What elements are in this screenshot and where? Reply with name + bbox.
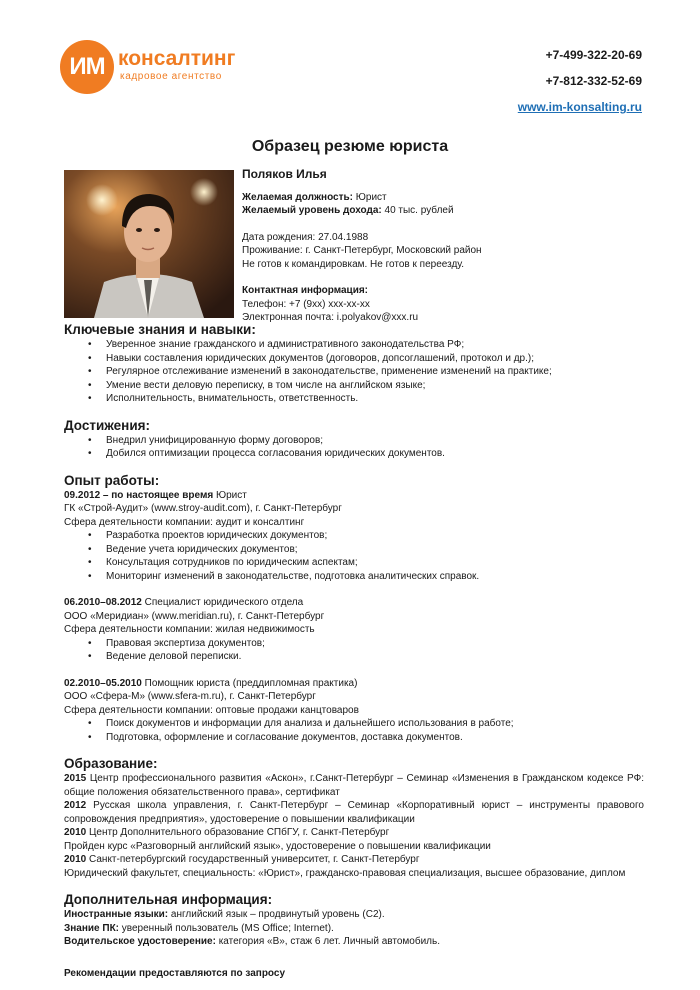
achievements-list <box>64 434 644 461</box>
job-sphere: Сфера деятельности компании: жилая недвижимость <box>64 624 315 635</box>
company-logo <box>60 40 260 94</box>
job-sphere: Сфера деятельности компании: аудит и консалтинг <box>64 516 305 528</box>
list-item: • Подготовка, оформление и согласование документов, доставка документов. <box>64 731 644 745</box>
job-2: 06.2010–08.2012 Специалист юридического отдела ООО «Меридиан» (www.meridian.ru), г. Санкт-Петербург Сфера деятельности компании: жилая недвижимость • Правовая экспертиза документов; • Ведение деловой переписки. <box>64 596 644 664</box>
birth-date: Дата рождения: 27.04.1988 <box>242 231 369 243</box>
list-item: • Уверенное знание гражданского и административного законодательства РФ; <box>64 338 644 352</box>
phone-1: +7-499-322-20-69 <box>545 48 642 62</box>
list-item: • Умение вести деловую переписку, в том числе на английском языке; <box>64 379 644 393</box>
list-item: • Поиск документов и информации для анализа и дальнейшего использования в работе; <box>64 717 644 731</box>
job-1: 09.2012 – по настоящее время Юрист ГК «Строй-Аудит» (www.stroy-audit.com), г. Санкт-Петербург Сфера деятельности компании: аудит и консалтинг • Разработка проектов юридических документов; • Ведение учета юридических документов; • Консультация сотрудников по юридическим аспектам; • Мониторинг изменений в законодательстве, подготовка аналитических справок. <box>64 489 644 584</box>
education-heading: Образование: <box>64 756 158 771</box>
travel-note: Не готов к командировкам. Не готов к переезду. <box>242 258 465 270</box>
list-item: • Исполнительность, внимательность, ответственность. <box>64 392 644 406</box>
list-item: • Консультация сотрудников по юридическим аспектам; <box>64 556 644 570</box>
phone-2: +7-812-332-52-69 <box>545 74 642 88</box>
education-entry: 2012 Русская школа управления, г. Санкт-Петербург – Семинар «Корпоративный юрист – инструменты правового сопровождения предприятия», удостоверение о повышении квалификации <box>64 800 644 825</box>
contact-heading: Контактная информация: <box>242 285 369 296</box>
list-item: • Добился оптимизации процесса согласования юридических документов. <box>64 447 644 461</box>
candidate-photo <box>64 170 234 318</box>
residence: Проживание: г. Санкт-Петербург, Московский район <box>242 245 482 256</box>
list-item: • Внедрил унифицированную форму договоров; <box>64 434 644 448</box>
list-item: • Ведение деловой переписки. <box>64 650 644 664</box>
education-entry: 2010 Центр Дополнительного образование СПбГУ, г. Санкт-Петербург <box>64 827 390 838</box>
languages: Иностранные языки: английский язык – продвинутый уровень (С2). <box>64 909 385 920</box>
skills-list <box>64 338 644 406</box>
job-company: ООО «Сфера-М» (www.sfera-m.ru), г. Санкт-Петербург <box>64 691 316 702</box>
job-sphere: Сфера деятельности компании: оптовые продажи канцтоваров <box>64 704 359 716</box>
list-item: • Правовая экспертиза документов; <box>64 637 644 651</box>
site-link[interactable]: www.im-konsalting.ru <box>517 100 642 114</box>
driver-license: Водительское удостоверение: категория «В», стаж 6 лет. Личный автомобиль. <box>64 936 440 947</box>
skills-heading: Ключевые знания и навыки: <box>64 322 256 337</box>
logo-name: консалтинг <box>118 47 236 70</box>
education-entry: 2010 Санкт-петербургский государственный университет, г. Санкт-Петербург <box>64 854 420 865</box>
job-company: ГК «Строй-Аудит» (www.stroy-audit.com), г. Санкт-Петербург <box>64 503 342 514</box>
list-item: • Регулярное отслеживание изменений в законодательстве, применение изменений на практике; <box>64 365 644 379</box>
list-item: • Разработка проектов юридических документов; <box>64 529 644 543</box>
page-title: Образец резюме юриста <box>251 138 449 155</box>
desired-income: Желаемый уровень дохода: 40 тыс. рублей <box>242 205 454 216</box>
desired-position: Желаемая должность: Юрист <box>242 191 387 203</box>
pc-skills: Знание ПК: уверенный пользователь (MS Office; Internet). <box>64 922 334 934</box>
contact-email: Электронная почта: i.polyakov@xxx.ru <box>242 312 419 323</box>
logo-circle-icon: ИМ <box>60 40 114 94</box>
logo-subtitle: кадровое агентство <box>120 71 222 82</box>
footer-note: Рекомендации предоставляются по запросу <box>64 967 286 979</box>
job-3: 02.2010–05.2010 Помощник юриста (преддипломная практика) ООО «Сфера-М» (www.sfera-m.ru), г. Санкт-Петербург Сфера деятельности компании: оптовые продажи канцтоваров • Поиск документов и информации для анализа и дальнейшего использования в работе; • Подготовка, оформление и согласование документов, доставка документов. <box>64 677 644 745</box>
list-item: • Навыки составления юридических документов (договоров, допсоглашений, протокол и др.); <box>64 352 644 366</box>
education-entry: Юридический факультет, специальность: «Юрист», гражданско-правовая специализация, высшее образование, диплом <box>64 867 626 879</box>
experience-heading: Опыт работы: <box>64 472 160 488</box>
personal-info <box>242 168 662 325</box>
job-company: ООО «Меридиан» (www.meridian.ru), г. Санкт-Петербург <box>64 610 325 622</box>
list-item: • Ведение учета юридических документов; <box>64 543 644 557</box>
candidate-name: Поляков Илья <box>242 167 327 181</box>
header-contacts <box>518 42 642 120</box>
resume-body <box>64 322 644 980</box>
achievements-heading: Достижения: <box>64 417 150 433</box>
list-item: • Мониторинг изменений в законодательстве, подготовка аналитических справок. <box>64 570 644 584</box>
education-entry: 2015 Центр профессионального развития «Аскон», г.Санкт-Петербург – Семинар «Изменения в Гражданском кодексе РФ: общие положения обязательственного права», сертификат <box>64 773 644 798</box>
education-entry: Пройден курс «Разговорный английский язык», удостоверение о повышении квалификации <box>64 840 491 852</box>
contact-phone: Телефон: +7 (9хх) ххх-хх-хх <box>242 298 370 310</box>
additional-heading: Дополнительная информация: <box>64 892 273 907</box>
